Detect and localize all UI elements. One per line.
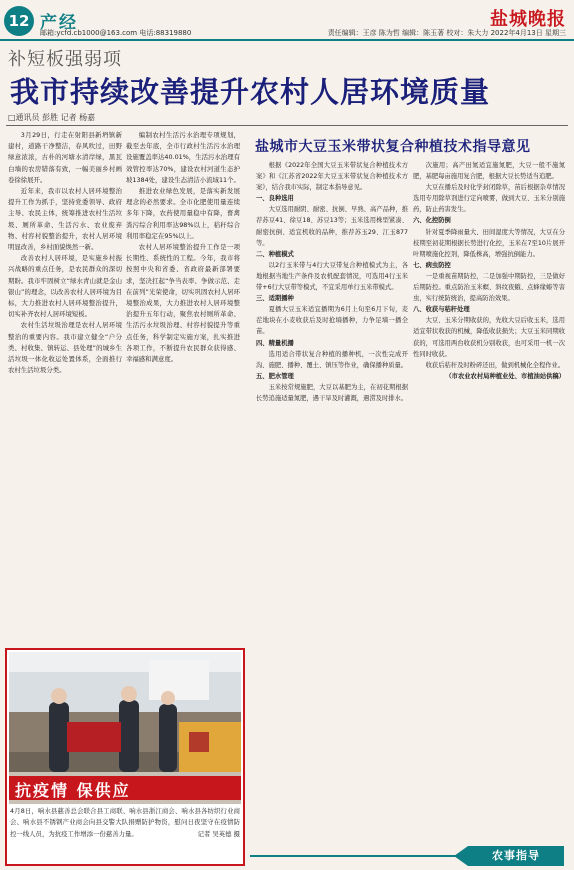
article-column-1 (8, 130, 122, 646)
paragraph: 根据《2022年全国大豆玉米带状复合种植技术方案》和《江苏省2022年大豆玉米带状复合种植技术方案》，结合我市实际，制定本指导意见。 (256, 162, 408, 192)
page-number-badge: 12 (4, 6, 34, 36)
section-heading: 一、良种选用 (256, 195, 294, 203)
column-tag-bar (250, 855, 464, 857)
section-heading: 四、精量机播 (256, 339, 294, 347)
article-column-2 (126, 130, 240, 646)
paragraph: 推进农业绿色发展，是落实新发展理念的必然要求。全市化肥使用量连续多年下降，农药使用量稳中有降，畜禽粪污综合利用率达98%以上，秸秆综合利用率稳定在95%以上。 (126, 187, 240, 240)
paragraph: 收获后秸秆及时粉碎还田，做到机械化全程作业。 (425, 361, 565, 369)
header-editors: 责任编辑：王彦 陈为哲 编辑：陈玉著 校对：朱大力 2022年4月13日 星期三 (327, 29, 566, 37)
paragraph: 夏播大豆玉米适宜播期为6月上旬至6月下旬，麦茬地块在小麦收获后及时抢墒播种，力争足墒一播全苗。 (256, 306, 408, 336)
photo-banner: 抗疫情 保供应 (15, 781, 131, 800)
article-source: （市农业农村局种植业处、市植油站供稿） (445, 372, 565, 380)
section-heading: 五、肥水管理 (256, 372, 294, 380)
paragraph: 改善农村人居环境，是实施乡村振兴战略的重点任务，是农民群众的深切期盼。我市牢固树立“绿水青山就是金山银山”的理念，以改善农村人居环境为目标，大力推进农村人居环境整治提升，切实补齐农村人居环境短板。 (8, 254, 122, 319)
header-contacts: 邮箱:ycfd.cb1000@163.com 电话:88319880 (40, 29, 192, 37)
photo-caption (10, 806, 240, 840)
paragraph: 农村人居环境整治提升工作是一项长期性、系统性的工程。今年，我市将按照中央和省委、省政府最新部署要求，坚决扛起“争当表率、争做示范、走在前列”光荣使命，切实巩固农村人居环境整治成果，大力推进农村人居环境整治提升五年行动，聚焦农村厕所革命、生活污水垃圾治理、村容村貌提升等重点任务，科学制定实施方案，扎实推进各项工作，不断提升农民群众获得感、幸福感和满意度。 (126, 243, 240, 364)
section-heading: 六、化控防倒 (413, 217, 451, 225)
column-tag-arrow (454, 846, 468, 866)
paragraph: 大豆选用耐阴、耐密、抗倒、早熟、高产品种，推荐苏豆41、徐豆18、苏豆13等；玉米选用株型紧凑、耐密抗倒、适宜机收的品种，推荐苏玉29、江玉877等。 (256, 206, 408, 247)
title-divider (6, 125, 568, 126)
paragraph: 次施用；高产田氮适宜施氮肥，大豆一般不施氮肥，基肥每亩施用复合肥，根据大豆长势适当追肥。 (413, 162, 565, 181)
news-photo (9, 652, 241, 804)
caption-text: 4月8日，响水县慈善总会联合县工商联、响水县浙江商会、响水县各纺织行业商会、响水县不锈钢产业商会向县交警大队捐赠防护物资，慰问日夜坚守在疫情防控一线人员，为抗疫工作增添一份慈善力量。 (10, 807, 240, 838)
paragraph: 选用适合带状复合种植的播种机，一次性完成开沟、施肥、播种、覆土、镇压等作业，确保播种质量。 (256, 350, 408, 369)
article-byline: □通讯员 彭胜 记者 杨嘉 (8, 113, 96, 122)
paragraph: 一是重视苗期防控，二是加强中期防控，三是做好后期防控。重点防治玉米螟、斜纹夜蛾、点蜂缘蝽等害虫，实行统防统治，提高防治效果。 (413, 272, 565, 303)
section-name: 产经 (40, 13, 78, 33)
paragraph: 3月29日，行走在射阳县新坍镇新建村，道路干净整洁，春风吹过，田野绿意浓浓，古朴的河塘水清岸绿，黑瓦白墙的农房错落有致，一幅美丽乡村画卷徐徐展开。 (8, 131, 122, 184)
column-tag: 农事指导 (468, 846, 564, 866)
side-article-title: 盐城市大豆玉米带状复合种植技术指导意见 (255, 139, 531, 155)
paragraph: 农村生活垃圾治理是农村人居环境整治的重要内容。我市建立健全“户分类、村收集、镇转运、县处理”的城乡生活垃圾一体化收运处置体系，全面推行农村生活垃圾分类。 (8, 321, 122, 375)
paragraph: 针对夏季降雨量大、田间湿度大等情况，大豆在分枝期至初花期根据长势进行化控，玉米在7至10片展开叶期喷施化控剂，降低株高，增强抗倒能力。 (413, 228, 565, 258)
section-heading: 二、种植模式 (256, 250, 294, 258)
paragraph: 编制农村生活污水治理专项规划，截至去年底，全市行政村生活污水治理设施覆盖率达40.01%，生活污水治理有效管控率达70%，建设农村河道生态护坡1384处，建设生态清洁小流域11个。 (126, 131, 240, 184)
paragraph: 近年来，我市以农村人居环境整治提升工作为抓手，坚持党委领导、政府主导、农民主体，统筹推进农村生活垃圾、厕所革命、生活污水、农业废弃物、村容村貌整治提升，农村人居环境明显改善，乡村面貌焕然一新。 (8, 187, 122, 252)
caption-credit: 记者 吴英德 摄 (197, 829, 240, 838)
paragraph: 玉米按常规施肥，大豆以基肥为主，在初花期根据长势追施适量氮肥，遇干旱及时灌溉，遇涝及时排水。 (256, 383, 408, 402)
newspaper-masthead: 盐城晚报 (490, 9, 566, 30)
paragraph: 以2行玉米带与4行大豆带复合种植模式为主，各地根据当地生产条件及农机配套情况，可选用4行玉米带+6行大豆带等模式，不宜采用单行玉米带模式。 (256, 261, 408, 292)
section-heading: 三、适期播种 (256, 295, 294, 303)
header-rule (0, 39, 574, 41)
article-kicker: 补短板强弱项 (8, 49, 122, 70)
section-heading: 七、病虫防控 (413, 261, 451, 269)
side-article-column-2 (413, 160, 565, 796)
article-headline: 我市持续改善提升农村人居环境质量 (10, 75, 491, 109)
side-article-column-1 (256, 160, 408, 766)
paragraph: 大豆在播后及时化学封闭除草，苗后根据杂草情况选用专用除草剂进行定向喷雾，做到大豆、玉米分别施药，防止药害发生。 (413, 184, 565, 214)
section-heading: 八、收获与秸秆处理 (413, 306, 470, 314)
paragraph: 大豆、玉米分期收获的，先收大豆后收玉米，选用适宜带状收获的机械，降低收获损失；大豆玉米同期收获的，可选用两台收获机分别收获，也可采用一机一次性同时收获。 (413, 317, 565, 358)
